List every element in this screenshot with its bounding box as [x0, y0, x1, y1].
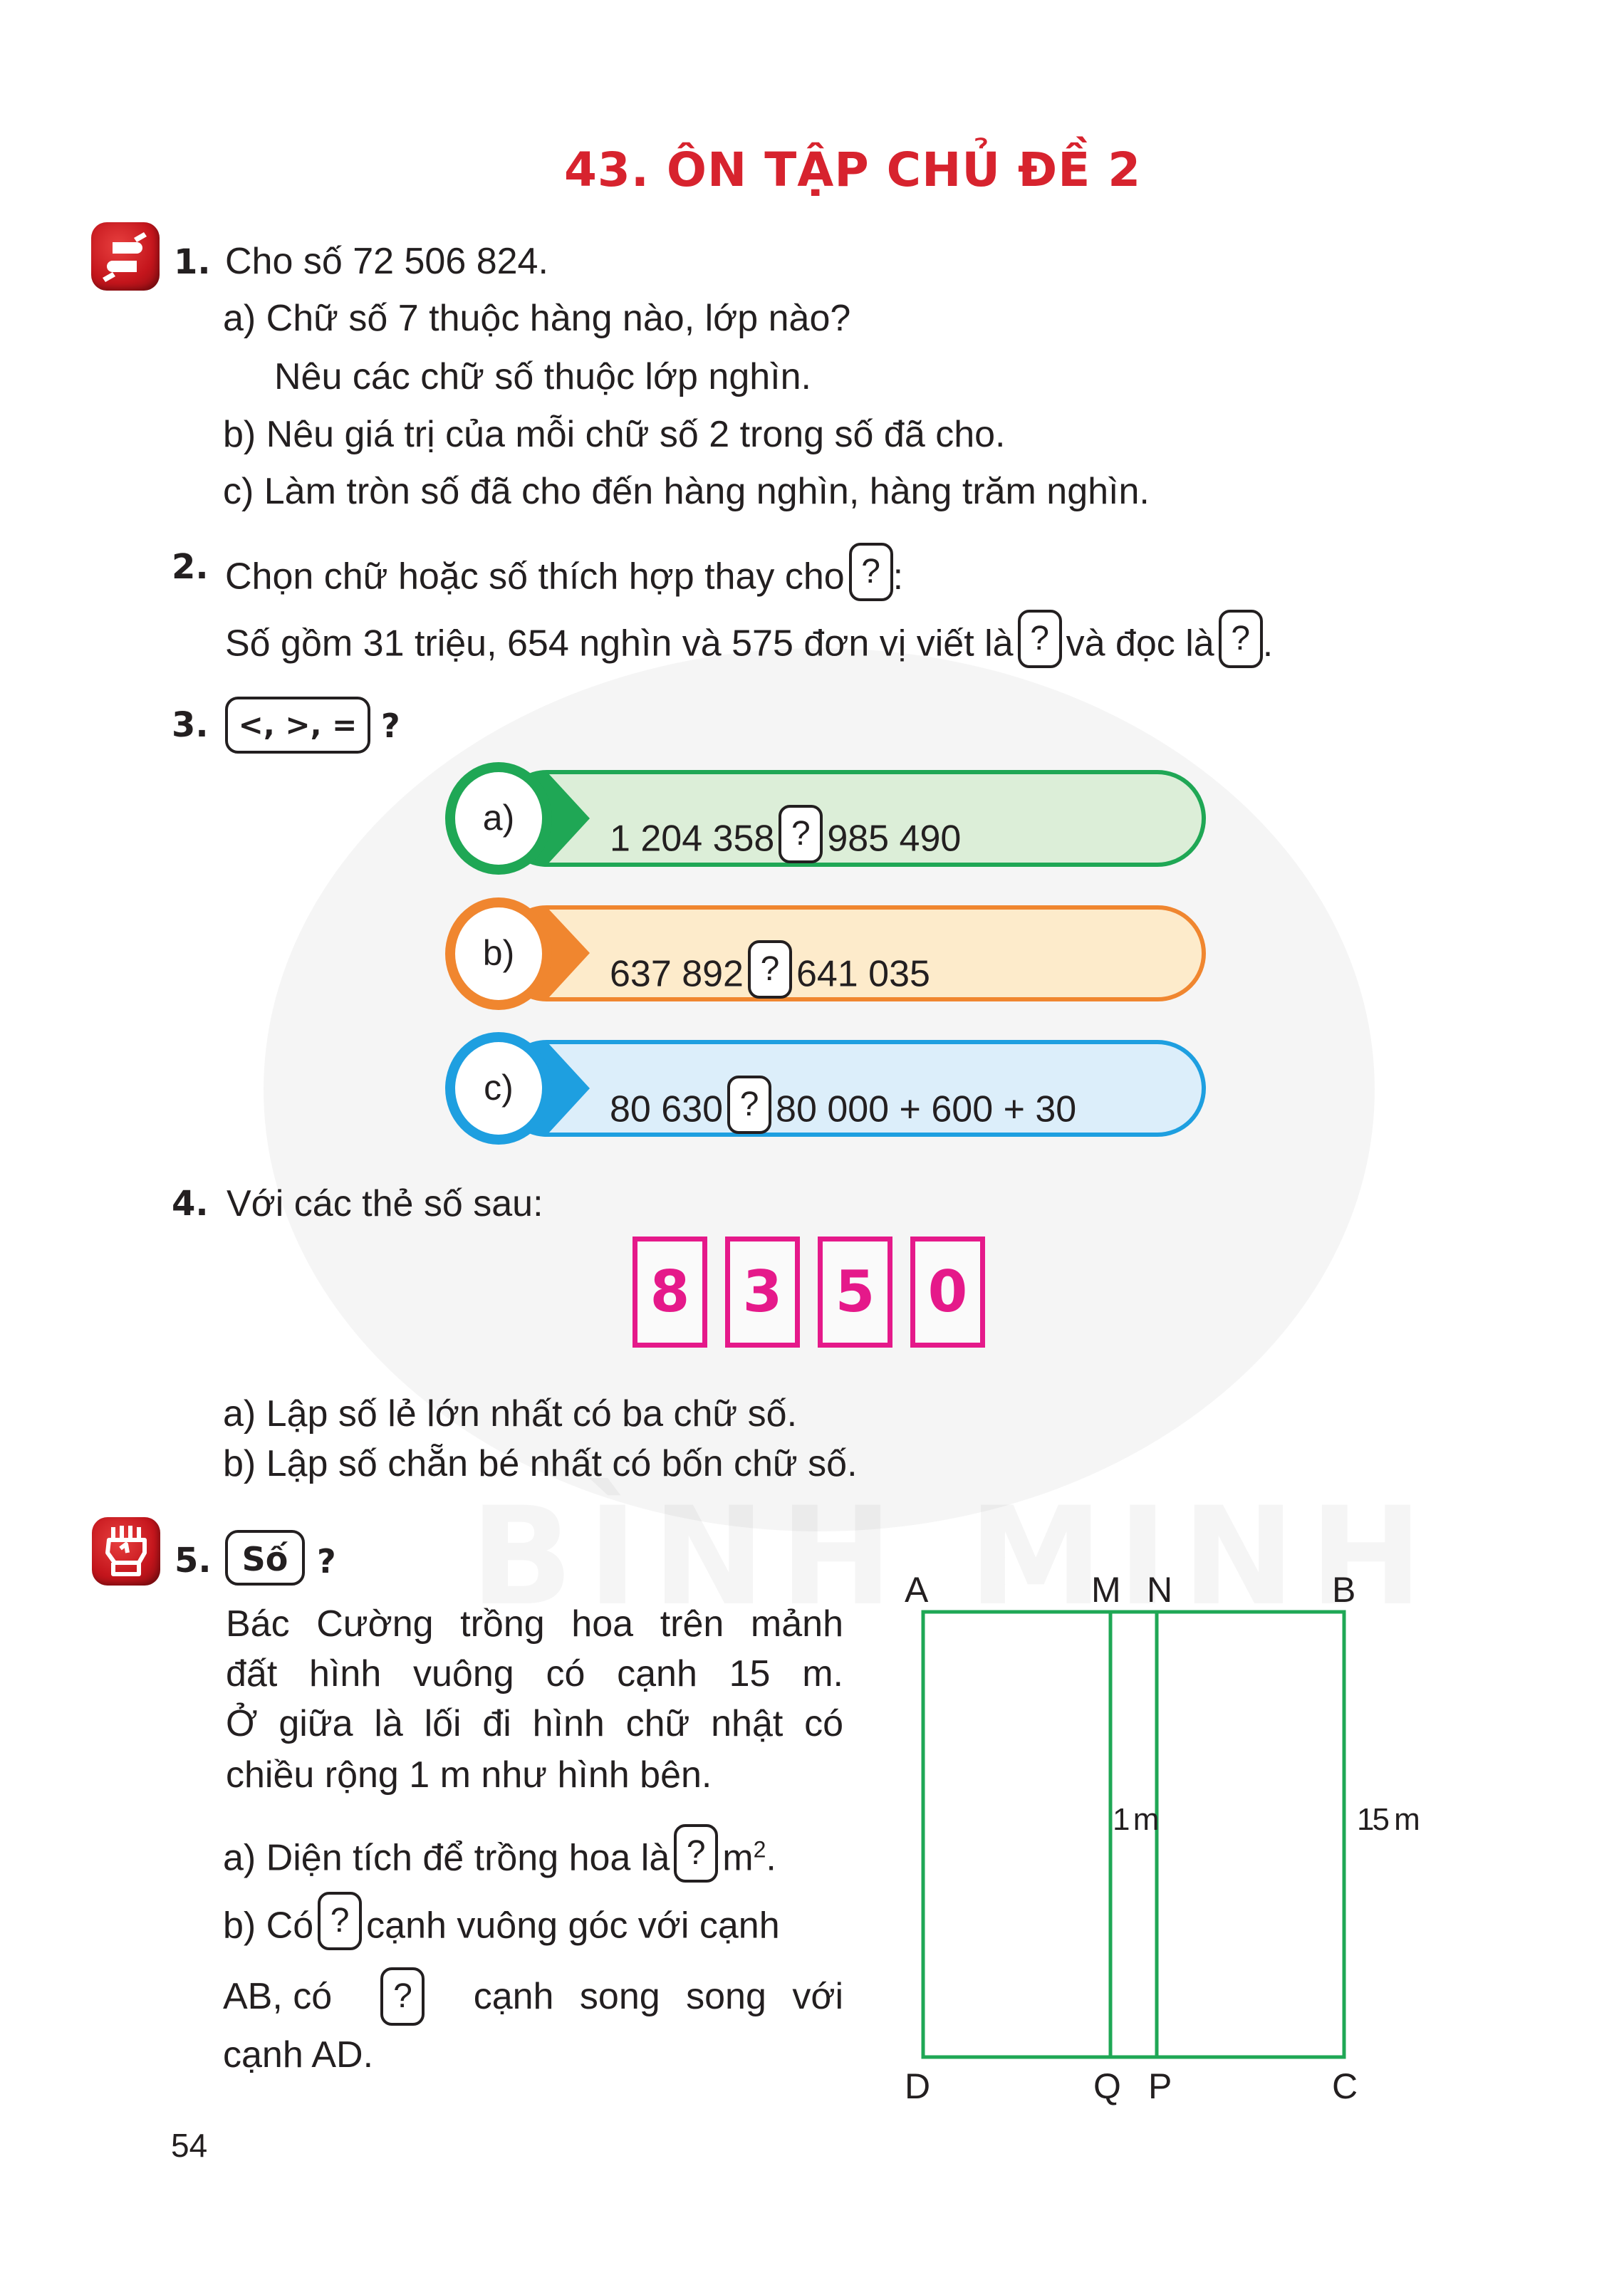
q3-item-a-right: 985 490 [827, 818, 962, 860]
q3-operator-box: <, >, = [225, 697, 370, 754]
q3-item-a-label: a) [482, 798, 515, 838]
q1-prompt: Cho số 72 506 824. [225, 241, 548, 282]
reading-answer-box[interactable]: ? [1219, 610, 1263, 668]
vertex-label-n: N [1147, 1570, 1173, 1610]
vertex-label-a: A [905, 1570, 929, 1610]
q3-suffix: ? [381, 707, 400, 745]
q5-parallel-answer-box[interactable]: ? [380, 1967, 425, 2026]
q2-line2-part2: và đọc là [1066, 623, 1214, 665]
vertex-label-q: Q [1093, 2066, 1121, 2106]
q5-a-end: . [766, 1837, 776, 1879]
q5-b-line3: cạnh AD. [223, 2034, 374, 2076]
q3-item-c-right: 80 000 + 600 + 30 [776, 1088, 1077, 1130]
q3-item-a-expression [610, 812, 961, 870]
q2-number: 2. [172, 547, 209, 587]
q1-a-line2: Nêu các chữ số thuộc lớp nghìn. [274, 356, 811, 397]
q2-line2 [225, 617, 1273, 675]
q5-area-answer-box[interactable]: ? [674, 1824, 718, 1883]
q5-b-line2 [223, 1967, 843, 2026]
q3-item-a-left: 1 204 358 [610, 818, 775, 860]
page-number: 54 [171, 2127, 208, 2164]
number-answer-box[interactable]: ? [1018, 610, 1062, 668]
q2-prompt-end: : [892, 556, 904, 598]
q2-line2-part1: Số gồm 31 triệu, 654 nghìn và 575 đơn vị viết là [225, 623, 1014, 665]
q2-prompt: Chọn chữ hoặc số thích hợp thay cho [225, 556, 845, 598]
q3-item-b-right: 641 035 [796, 953, 930, 995]
q5-a-unit: m [722, 1837, 754, 1879]
vertex-label-d: D [905, 2066, 931, 2106]
q3-number: 3. [172, 705, 209, 745]
q5-b-line1 [223, 1899, 780, 1957]
q3-item-b-label-badge [445, 897, 552, 1010]
q1-b: b) Nêu giá trị của mỗi chữ số 2 trong số đã cho. [223, 414, 1006, 455]
q3-item-b-answer-box[interactable]: ? [748, 940, 792, 999]
q5-text-line: Ở giữa là lối đi hình chữ nhật có [226, 1703, 843, 1744]
number-card: 8 [633, 1237, 707, 1348]
number-card: 3 [725, 1237, 800, 1348]
q5-text-line: Bác Cường trồng hoa trên mảnh [226, 1603, 843, 1645]
q3-item-b-label: b) [482, 933, 515, 973]
q3-item-a-answer-box[interactable]: ? [779, 805, 823, 863]
q1-a-line1: a) Chữ số 7 thuộc hàng nào, lớp nào? [223, 298, 851, 339]
q5-b-text1: b) Có [223, 1905, 314, 1947]
q5-number: 5. [175, 1541, 212, 1581]
q3-item-b-left: 637 892 [610, 953, 744, 995]
q1-number: 1. [174, 242, 211, 282]
number-card: 0 [910, 1237, 985, 1348]
q3-item-c-answer-box[interactable]: ? [727, 1076, 771, 1134]
side-length-label: 15 m [1357, 1802, 1418, 1837]
q5-b-line2-text2: cạnh song song với [473, 1976, 843, 2017]
q3-item-c-label-badge [445, 1032, 552, 1145]
raised-fist-icon [92, 1517, 160, 1586]
q1-c: c) Làm tròn số đã cho đến hàng nghìn, hàng trăm nghìn. [223, 471, 1150, 512]
q5-text-line: chiều rộng 1 m như hình bên. [226, 1754, 712, 1796]
page-title: 43. ÔN TẬP CHỦ ĐỀ 2 [564, 142, 1142, 197]
q3-item-c-expression [610, 1083, 1076, 1141]
q5-text-line: đất hình vuông có cạnh 15 m. [226, 1653, 843, 1695]
pointing-hands-icon [91, 222, 160, 291]
number-card: 5 [818, 1237, 892, 1348]
vertex-label-b: B [1332, 1570, 1356, 1610]
q5-b-line2-text1: AB, có [223, 1976, 333, 2017]
vertex-label-p: P [1148, 2066, 1172, 2106]
q3-item-b-expression [610, 947, 930, 1006]
q4-a: a) Lập số lẻ lớn nhất có ba chữ số. [223, 1393, 798, 1435]
answer-box[interactable]: ? [849, 543, 893, 601]
q2-prompt-line [225, 550, 903, 608]
q3-item-a-label-badge [445, 762, 552, 875]
q5-suffix: ? [317, 1542, 336, 1581]
vertex-label-m: M [1091, 1570, 1121, 1610]
q2-line2-end: . [1262, 623, 1274, 665]
q5-a [223, 1831, 776, 1890]
garden-figure [876, 1553, 1460, 2123]
q5-b-text2: cạnh vuông góc với cạnh [366, 1905, 780, 1947]
q4-prompt: Với các thẻ số sau: [227, 1183, 543, 1224]
q5-a-text: a) Diện tích để trồng hoa là [223, 1837, 670, 1879]
q5-number-box: Số [225, 1530, 305, 1586]
q3-item-c-label: c) [484, 1068, 514, 1108]
path-width-label: 1 m [1113, 1802, 1157, 1837]
q4-number: 4. [172, 1184, 209, 1224]
q4-b: b) Lập số chẵn bé nhất có bốn chữ số. [223, 1443, 858, 1484]
vertex-label-c: C [1332, 2066, 1358, 2106]
q3-item-c-left: 80 630 [610, 1088, 724, 1130]
q5-perpendicular-answer-box[interactable]: ? [318, 1892, 362, 1950]
q5-a-sup: 2 [753, 1836, 766, 1863]
